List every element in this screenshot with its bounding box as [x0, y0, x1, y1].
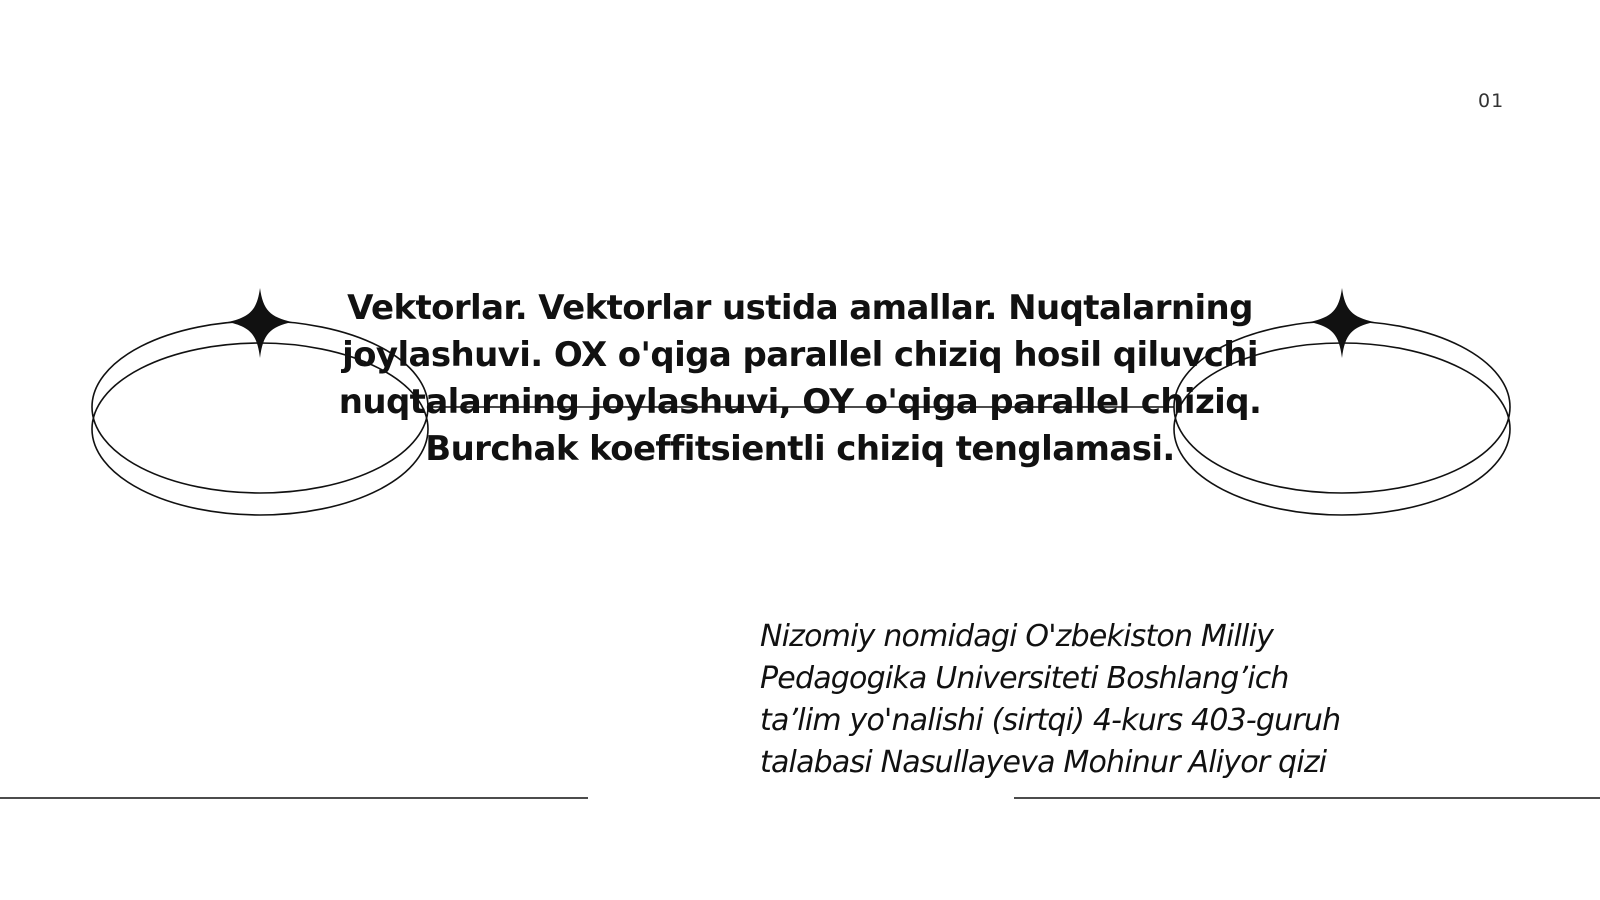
left-sparkle-star-icon	[228, 288, 292, 358]
author-info: Nizomiy nomidagi O'zbekiston Milliy Pedagogika Universiteti Boshlang’ich ta’lim yo'nalishi (sirtqi) 4-kurs 403-guruh talabasi Nasullayeva Mohinur Aliyor qizi	[760, 619, 1341, 780]
slide-number: 01	[1478, 90, 1505, 112]
slide-title: Vektorlar. Vektorlar ustida amallar. Nuqtalarning joylashuvi. OX o'qiga parallel chiziq hosil qiluvchi nuqtalarning joylashuvi, OY o'qiga parallel chiziq. Burchak koeffitsientli chiziq tenglamasi.	[338, 288, 1262, 469]
right-sparkle-star-icon	[1310, 288, 1374, 358]
